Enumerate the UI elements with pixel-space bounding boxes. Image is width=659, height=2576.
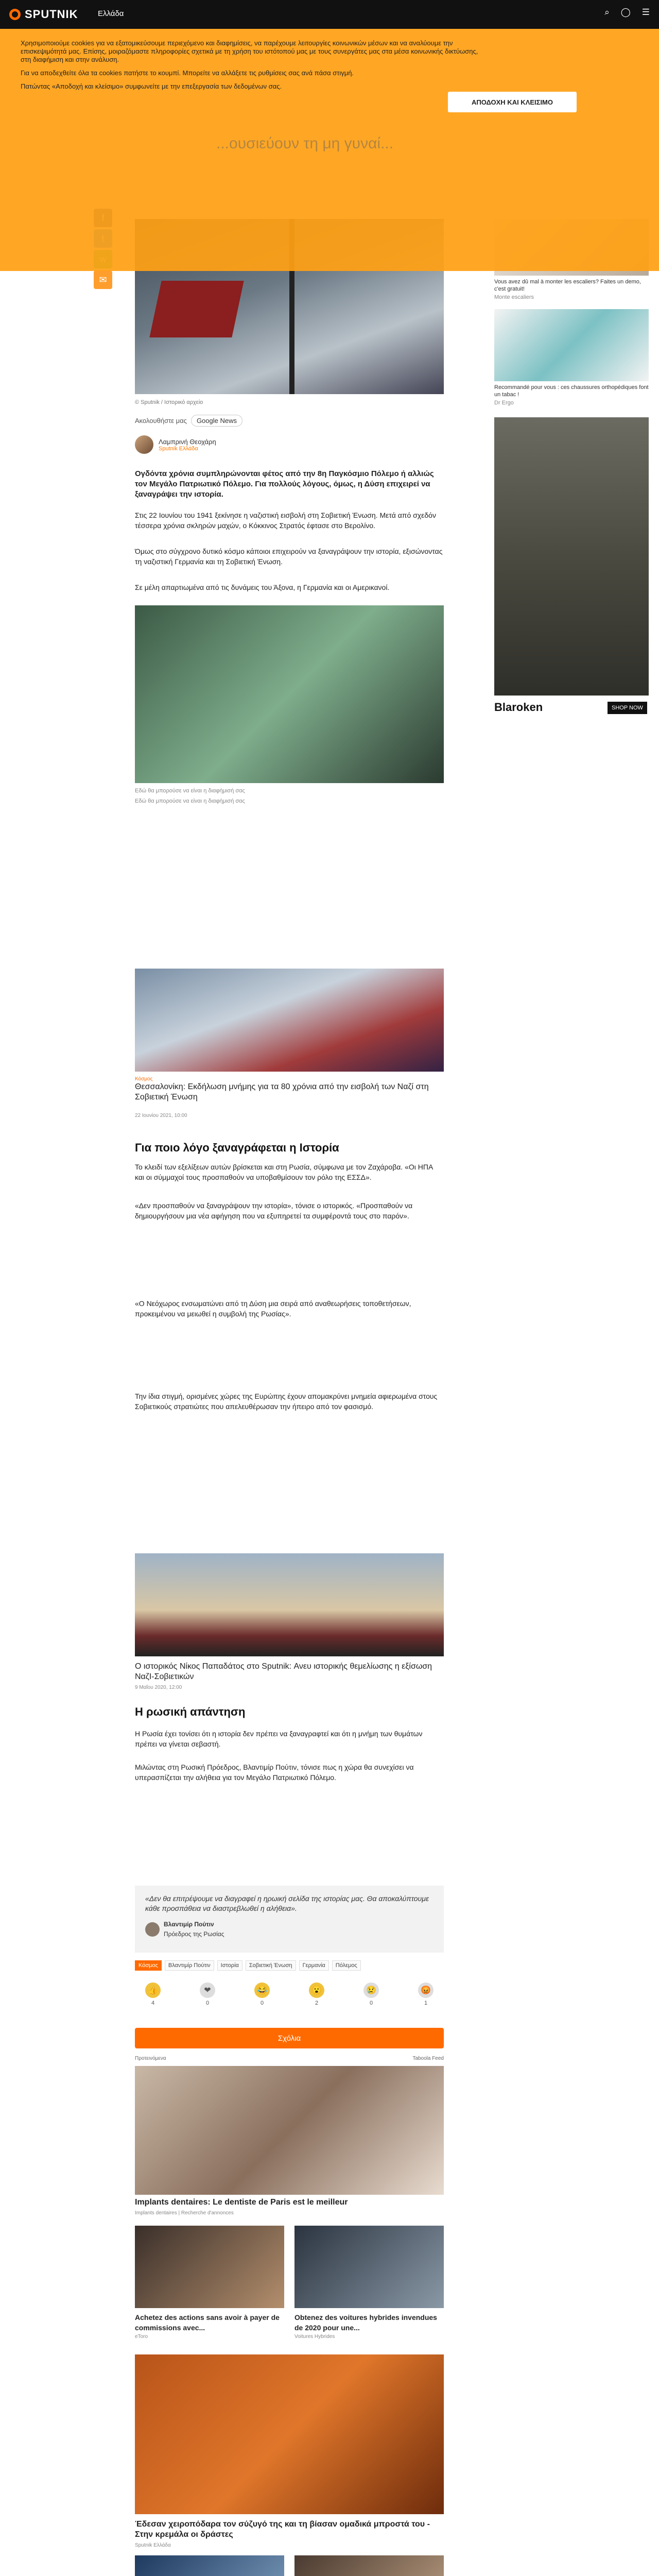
accept-cookies-button[interactable]: ΑΠΟΔΟΧΗ ΚΑΙ ΚΛΕΙΣΙΜΟ: [448, 92, 577, 112]
feed-source: Implants dentaires | Recherche d'annonces: [135, 2210, 234, 2216]
article-paragraph: Όμως στο σύγχρονο δυτικό κόσμο κάποιοι επιχειρούν να ξαναγράψουν την ιστορία, εξισώνοντας τη ναζιστική Γερμανία και τη Σοβιετική Ένωση.: [135, 547, 443, 566]
obscured-title: ...ουσιεύουν τη μη γυναί...: [216, 135, 394, 152]
article-paragraph: «Ο Νεόχωρος ενσωματώνει από τη Δύση μια σειρά από αναθεωρήσεις τοποθετήσεων, προκειμένου να μειωθεί η συμβολή της Ρωσίας».: [135, 1299, 411, 1318]
avatar: [135, 435, 153, 454]
reaction-like[interactable]: 👍 4: [145, 1982, 161, 2006]
reaction-sad[interactable]: 😢 0: [363, 1982, 379, 2006]
top-icons: [604, 7, 650, 18]
section-heading: Για ποιο λόγο ξαναγράφεται η Ιστορία: [135, 1141, 339, 1154]
feed-source: Sputnik Ελλάδα: [135, 2543, 171, 2548]
reaction-angry[interactable]: 😡 1: [418, 1982, 433, 2006]
feed-source: Voitures Hybrides: [294, 2334, 335, 2340]
consent-text-3: Πατώντας «Αποδοχή και κλείσιμο» συμφωνείτε με την επεξεργασία των δεδομένων σας.: [21, 82, 282, 90]
feed-title[interactable]: Έδεσαν χειροπόδαρα τον σύζυγό της και τη βίασαν ομαδικά μπροστά του - Στην κρεμάλα οι δράστες: [135, 2520, 430, 2539]
consent-text-2: Για να αποδεχθείτε όλα τα cookies πατήστε το κουμπί. Μπορείτε να αλλάξετε τις ρυθμίσεις σας ανά πάσα στιγμή.: [21, 69, 354, 77]
sidebar-ad-image[interactable]: [494, 309, 649, 381]
author-block[interactable]: [135, 435, 216, 454]
share-email-icon[interactable]: ✉: [94, 270, 112, 289]
article-paragraph: «Δεν προσπαθούν να ξαναγράψουν την ιστορία», τόνισε ο ιστορικός. «Προσπαθούν να δημιουργήσουν μια νέα αφήγηση που να εξυπηρετεί τα συμφέροντά τους στο παρόν».: [135, 1201, 413, 1220]
promo-image[interactable]: [135, 1553, 444, 1656]
article-paragraph: Σε μέλη απαρτιωμένα από τις δυνάμεις του Άξονα, η Γερμανία και οι Αμερικανοί.: [135, 583, 390, 591]
author-name: Λαμπρινή Θεοχάρη: [159, 437, 216, 446]
tag[interactable]: Ιστορία: [217, 1960, 242, 1971]
author-role: Sputnik Ελλάδα: [159, 445, 198, 452]
feed-image[interactable]: [294, 2226, 444, 2308]
feed-image[interactable]: [135, 2226, 284, 2308]
sputnik-promo-image[interactable]: [135, 2354, 444, 2514]
quote-avatar: [145, 1922, 160, 1937]
quote-block: [135, 1886, 444, 1953]
ad-caption: Εδώ θα μπορούσε να είναι η διαφήμισή σας: [135, 788, 245, 794]
tag[interactable]: Πόλεμος: [332, 1960, 361, 1971]
section-heading: Η ρωσική απάντηση: [135, 1705, 246, 1718]
recommend-header: Προτεινόμενα Taboola Feed: [135, 2056, 444, 2061]
article-paragraph: Την ίδια στιγμή, ορισμένες χώρες της Ευρώπης έχουν απομακρύνει μνημεία αφιερωμένα στους Σοβιετικούς στρατιώτες που απελευθέρωσαν την ήπειρο από τον φασισμό.: [135, 1392, 438, 1411]
search-icon[interactable]: ⌕: [604, 7, 610, 17]
google-news-button[interactable]: Google News: [191, 415, 242, 427]
tag[interactable]: Κόσμος: [135, 1960, 162, 1971]
feed-title[interactable]: Implants dentaires: Le dentiste de Paris est le meilleur: [135, 2198, 348, 2207]
reaction-laugh[interactable]: 😂 0: [254, 1982, 270, 2006]
sidebar-ad-source: Monte escaliers: [494, 294, 534, 300]
article-lead: Ογδόντα χρόνια συμπληρώνονται φέτος από την 8η Παγκόσμιο Πόλεμο ή αλλιώς τον Μεγάλο Πατριωτικό Πόλεμο. Για πολλούς λόγους, όμως, η Δύση επιχειρεί να ξαναγράψει την ιστορία.: [135, 469, 434, 499]
sidebar-ad-source: Dr Ergo: [494, 400, 514, 406]
quote-text: «Δεν θα επιτρέψουμε να διαγραφεί η ηρωική σελίδα της ιστορίας μας. Θα αποκαλύπτουμε κάθε προσπάθεια να διαστρεβλωθεί η αλήθεια».: [145, 1894, 429, 1912]
sidebar-ad-title[interactable]: Recommandé pour vous : ces chaussures orthopédiques font un tabac !: [494, 384, 649, 398]
article-paragraph: Μιλώντας στη Ρωσική Πρόεδρος, Βλαντιμίρ Πούτιν, τόνισε πως η χώρα θα συνεχίσει να υπερασπίζεται την αλήθεια για τον Μεγάλο Πατριωτικό Πόλεμο.: [135, 1763, 414, 1782]
video-ad[interactable]: [135, 605, 444, 783]
sputnik-logo[interactable]: SPUTNIK: [9, 6, 78, 23]
article-paragraph: Στις 22 Ιουνίου του 1941 ξεκίνησε η ναζιστική εισβολή στη Σοβιετική Ένωση. Μετά από σχεδόν τέσσερα χρόνια σκληρών μαχών, ο Κόκκινος Στρατός έφτασε στο Βερολίνο.: [135, 511, 436, 530]
feed-source: eToro: [135, 2334, 148, 2340]
promo-date: 22 Ιουνίου 2021, 10:00: [135, 1113, 187, 1118]
reaction-love[interactable]: ❤ 0: [200, 1982, 215, 2006]
feed-title[interactable]: Achetez des actions sans avoir à payer de commissions avec...: [135, 2313, 280, 2332]
tags-row: [135, 1960, 361, 1971]
article-paragraph: Η Ρωσία έχει τονίσει ότι η ιστορία δεν πρέπει να ξαναγραφτεί και ότι η μνήμη των θυμάτων πρέπει να γίνεται σεβαστή.: [135, 1730, 423, 1748]
consent-text-1: Χρησιμοποιούμε cookies για να εξατομικεύσουμε περιεχόμενο και διαφημίσεις, να παρέχουμε λειτουργίες κοινωνικών μέσων και να αναλύουμε την επισκεψιμότητά μας. Επίσης, μοιραζόμαστε πληροφορίες σχετικά με τη χρήση του ιστότοπού μας με τους συνεργάτες μας στα μέσα κοινωνικής δικτύωσης, στη διαφήμιση και στην ανάλυση.: [21, 39, 478, 63]
tag[interactable]: Γερμανία: [299, 1960, 329, 1971]
promo-image[interactable]: [135, 969, 444, 1072]
feed-title[interactable]: Obtenez des voitures hybrides invendues de 2020 pour une...: [294, 2313, 437, 2332]
reactions-row: [135, 1982, 444, 2006]
sidebar-banner-ad[interactable]: [494, 417, 649, 696]
hero-caption: © Sputnik / Ιστορικό αρχείο: [135, 399, 203, 405]
promo-date: 9 Μαΐου 2020, 12:00: [135, 1685, 182, 1690]
quote-role: Πρόεδρος της Ρωσίας: [164, 1930, 224, 1938]
menu-icon[interactable]: ☰: [641, 7, 650, 17]
tag[interactable]: Βλαντιμίρ Πούτιν: [165, 1960, 214, 1971]
feed-image[interactable]: [135, 2066, 444, 2195]
sidebar-ad-title[interactable]: Vous avez dû mal à monter les escaliers? Faites un demo, c'est gratuit!: [494, 279, 641, 292]
reaction-wow[interactable]: 😮 2: [309, 1982, 324, 2006]
quote-author: Βλαντιμίρ Πούτιν: [164, 1921, 214, 1928]
ad-subcaption: Εδώ θα μπορούσε να είναι η διαφήμισή σας: [135, 798, 245, 804]
feed-image[interactable]: [135, 2555, 284, 2576]
promo-title[interactable]: Ο ιστορικός Νίκος Παπαδάτος στο Sputnik: Ανευ ιστορικής θεμελίωσης η εξίσωση ΝαζΙ-Σοβιετικών: [135, 1662, 432, 1681]
promo-title[interactable]: Θεσσαλονίκη: Εκδήλωση μνήμης για τα 80 χρόνια από την εισβολή των Ναζί στη Σοβιετική Ένωση: [135, 1082, 429, 1101]
sputnik-logo-icon: [9, 9, 21, 20]
comments-button[interactable]: Σχόλια: [135, 2028, 444, 2048]
shop-now-button[interactable]: SHOP NOW: [608, 702, 647, 714]
user-icon[interactable]: ◯: [620, 7, 631, 17]
tag[interactable]: Σοβιετική Ένωση: [246, 1960, 296, 1971]
edition-selector[interactable]: Ελλάδα: [98, 9, 124, 18]
sidebar-ad-brand: Blaroken: [494, 701, 543, 714]
promo-label: Κόσμος: [135, 1076, 153, 1082]
article-paragraph: Το κλειδί των εξελίξεων αυτών βρίσκεται και στη Ρωσία, σύμφωνα με τον Ζαχάροβα. «Οι ΗΠΑ και οι σύμμαχοί τους προσπαθούν να υποβαθμίσουν τον ρόλο της ΕΣΣΔ».: [135, 1163, 433, 1181]
google-news-row: Ακολουθήστε μας Google News: [135, 415, 242, 427]
feed-image[interactable]: [294, 2555, 444, 2576]
